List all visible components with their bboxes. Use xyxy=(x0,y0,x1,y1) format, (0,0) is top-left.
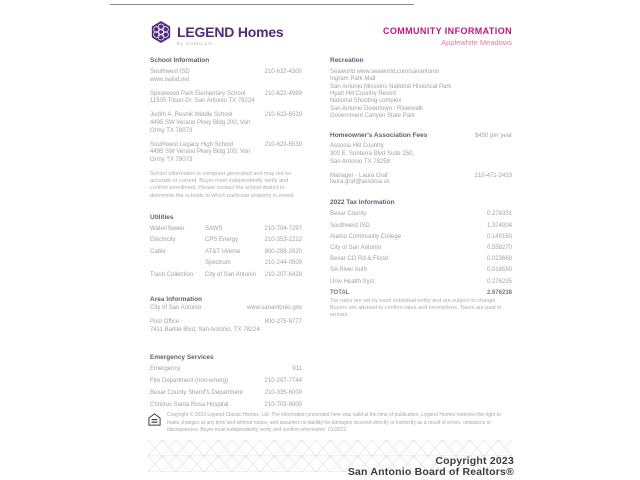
hoa-address-line: 300 E. Sonterra Blvd Suite 250, xyxy=(330,150,415,157)
emergency-row xyxy=(150,366,302,372)
utility-phone: 800-288-2020 xyxy=(264,248,302,255)
realtor-watermark xyxy=(348,456,514,480)
tax-row xyxy=(330,279,512,285)
tax-rate: 0.558270 xyxy=(486,244,512,251)
utility-service: Cable xyxy=(150,248,166,255)
tax-entity: Univ Health Syst xyxy=(330,278,375,285)
tax-rate-list xyxy=(330,211,512,284)
emergency-phone: 911 xyxy=(292,366,302,373)
section-heading: Utilities xyxy=(150,213,174,221)
school-disclaimer: School information is computer generated and may not be accurate or current. Buyer must independently verify and confirm enrollment. Please contact the school district to determine the schools to which particular property is zoned. xyxy=(150,170,295,199)
recreation-item: Government Canyon State Park xyxy=(330,112,416,119)
emergency-row xyxy=(150,402,302,408)
footer-copyright: Copyright © 2023 Legend Classic Homes, Ltd. The information presented here was valid at the time of publication. Legend Homes reserves the right to make changes at any time and without notice, and assumes no liability for damages incurred directly or indirectly as a result of errors, omissions or discrepancies. Buyer must independently verify and confirm information. 01/2023. xyxy=(167,412,501,433)
legend-homes-logo xyxy=(150,20,284,49)
school-name-address xyxy=(150,112,260,135)
recreation-item: Ingram Park Mall xyxy=(330,76,376,83)
emergency-phone: 210-207-7744 xyxy=(264,378,302,385)
tax-row xyxy=(330,234,512,240)
utility-service: Water/Sewer xyxy=(150,225,185,232)
document-body xyxy=(150,20,512,420)
area-name-address xyxy=(150,305,201,313)
area-address: 7411 Barlite Blvd, San Antonio, TX 78224 xyxy=(150,326,260,333)
brand-name: LEGEND Homes xyxy=(177,23,284,40)
hoa-manager-name: Manager - Laura Graf xyxy=(330,172,388,179)
school-name: Southwest Legacy High School xyxy=(150,141,234,148)
school-phone: 210-622-4300 xyxy=(264,69,302,75)
school-phone: 210-623-6539 xyxy=(264,141,302,148)
hoa-heading-row xyxy=(330,132,512,139)
section-recreation xyxy=(330,57,512,120)
utility-row xyxy=(150,249,302,255)
tax-entity: Alamo Community College xyxy=(330,233,402,240)
emergency-name: Christus Santa Rosa Hospital xyxy=(150,402,229,409)
page-top-divider xyxy=(110,4,414,5)
hoa-address xyxy=(330,143,512,166)
document-footer xyxy=(148,412,514,435)
hoa-fee-amount: $450 per year xyxy=(474,133,512,140)
tax-rate: 0.276331 xyxy=(486,211,512,218)
tax-rate: 0.023668 xyxy=(486,256,512,263)
school-entry xyxy=(150,91,302,107)
area-entry xyxy=(150,319,302,335)
area-entry xyxy=(150,305,302,313)
tax-entity: Bexar CO Rd & Flood xyxy=(330,256,389,263)
section-heading: School Information xyxy=(150,57,210,64)
section-emergency-services xyxy=(150,354,302,408)
utility-phone: 210-244-0500 xyxy=(264,260,302,267)
hexagon-flower-logo-icon xyxy=(150,20,172,49)
section-heading: Emergency Services xyxy=(150,354,214,362)
utilities-list xyxy=(150,226,302,278)
tax-row xyxy=(330,223,512,229)
hoa-manager-phone: 210-471-2433 xyxy=(474,172,512,179)
emergency-name: Bexar County Sherrif's Department xyxy=(150,390,243,397)
content-columns xyxy=(150,57,512,420)
school-name-address xyxy=(150,91,255,107)
school-entry xyxy=(150,69,302,85)
tax-total-label: TOTAL xyxy=(330,289,350,296)
section-hoa-fees xyxy=(330,132,512,186)
utility-row xyxy=(150,260,302,266)
school-address: www.swisd.net xyxy=(150,76,190,83)
utility-provider: SAWS xyxy=(205,225,223,232)
utility-row xyxy=(150,237,302,243)
school-name-address xyxy=(150,142,260,165)
school-name-address xyxy=(150,69,190,85)
utility-row xyxy=(150,272,302,278)
utility-service: Electricity xyxy=(150,237,176,244)
recreation-item: Seaworld www.seaworld.com/sanantonio xyxy=(330,69,440,75)
logo-wordmark xyxy=(177,24,284,46)
emergency-phone: 210-703-8000 xyxy=(264,402,302,409)
tax-rate: 0.018580 xyxy=(486,267,512,274)
utility-phone: 210-704-7297 xyxy=(264,225,302,232)
school-name: Southwest ISD xyxy=(150,69,190,75)
tax-disclaimer: Tax rates are set by each individual entity and are subject to change. Buyers are advised to confirm rates and exemptions. Taxes are paid in arrears. xyxy=(330,297,502,319)
utility-provider: City of San Antonio xyxy=(205,271,257,278)
section-heading: Homeowner's Association Fees xyxy=(330,132,428,140)
area-name: Post Office - xyxy=(150,318,183,325)
area-contact: 800-275-8777 xyxy=(264,318,302,325)
emergency-row xyxy=(150,378,302,384)
tax-row xyxy=(330,211,512,217)
recreation-item: San Antonio Downtown / Riverwalk xyxy=(330,105,424,112)
emergency-phone: 210-335-6000 xyxy=(264,390,302,397)
right-column xyxy=(330,57,512,420)
tax-entity: Southwest ISD xyxy=(330,222,370,229)
school-address: 4495 SW Verano Pkwy Bldg 100, Von Ormy TX 78073 xyxy=(150,149,251,164)
recreation-item: San Antonio Missions National Historical Park xyxy=(330,83,452,90)
school-entry xyxy=(150,112,302,135)
utility-phone: 210-207-6428 xyxy=(264,271,302,278)
section-heading: Area Information xyxy=(150,295,203,303)
section-tax-information xyxy=(330,199,512,319)
hoa-address-line: San Antonio TX 78258 xyxy=(330,158,390,165)
section-area-information xyxy=(150,296,302,334)
utility-provider: Spectrum xyxy=(205,260,231,267)
tax-row xyxy=(330,267,512,273)
utility-provider: CPS Energy xyxy=(205,237,239,244)
school-phone: 210-623-6539 xyxy=(264,112,302,119)
area-name-address xyxy=(150,319,260,335)
section-heading: Recreation xyxy=(330,57,364,64)
school-address: 4495 SW Verano Pkwy Bldg 200, Von Ormy TX 78073 xyxy=(150,119,251,134)
watermark-line2: San Antonio Board of Realtors® xyxy=(347,466,514,479)
community-name: Applewhite Meadows xyxy=(441,38,512,47)
brand-byline: by CAMILLO xyxy=(177,40,213,46)
area-name: City of San Antonio xyxy=(150,304,202,311)
tax-rate: 0.149150 xyxy=(486,233,512,240)
utility-service: Trash Collection xyxy=(150,271,194,278)
utility-phone: 210-353-2222 xyxy=(264,237,302,244)
watermark-line1: Copyright 2023 xyxy=(435,454,514,467)
tax-row xyxy=(330,256,512,262)
area-list xyxy=(150,305,302,334)
recreation-list xyxy=(330,69,512,120)
school-address: 11505 Tilson Dr. San Antonio TX 78224 xyxy=(150,98,255,105)
left-column xyxy=(150,57,302,420)
tax-rate: 1.374004 xyxy=(486,222,512,229)
school-phone: 210-622-4999 xyxy=(264,90,302,97)
emergency-row xyxy=(150,390,302,396)
emergency-list xyxy=(150,366,302,408)
emergency-name: Emergency xyxy=(150,366,181,373)
school-entry xyxy=(150,142,302,165)
tax-entity: Bexar County xyxy=(330,211,367,218)
equal-housing-icon xyxy=(148,412,161,435)
emergency-name: Fire Department (non-emerg) xyxy=(150,378,229,385)
area-contact: www.sanantonio.gov xyxy=(246,304,302,311)
document-title-block xyxy=(383,20,512,47)
section-school-information xyxy=(150,57,302,200)
school-name: Spicewood Park Elementary School xyxy=(150,90,246,97)
utility-row xyxy=(150,226,302,232)
recreation-item: National Shooting complex xyxy=(330,98,402,105)
section-utilities xyxy=(150,214,302,278)
page-title: COMMUNITY INFORMATION xyxy=(382,26,512,36)
school-list xyxy=(150,69,302,165)
tax-entity: SA River Auth xyxy=(330,267,368,274)
recreation-item: Hyatt Hill Country Resort xyxy=(330,90,397,97)
tax-rate: 0.276235 xyxy=(486,278,512,285)
hoa-manager-email: laura.graf@associa.us xyxy=(330,178,390,185)
utility-service xyxy=(150,260,205,266)
tax-entity: City of San Antonio xyxy=(330,244,382,251)
tax-row xyxy=(330,245,512,251)
hoa-address-line: Associa Hill Country xyxy=(330,143,384,150)
tax-total-row xyxy=(330,290,512,296)
tax-total-value: 2.676238 xyxy=(486,289,512,296)
school-name: Judith A. Resnik Middle School xyxy=(150,112,233,119)
utility-provider: AT&T Uverse xyxy=(205,248,241,255)
document-header xyxy=(150,20,512,49)
section-heading: 2022 Tax Information xyxy=(330,199,395,207)
